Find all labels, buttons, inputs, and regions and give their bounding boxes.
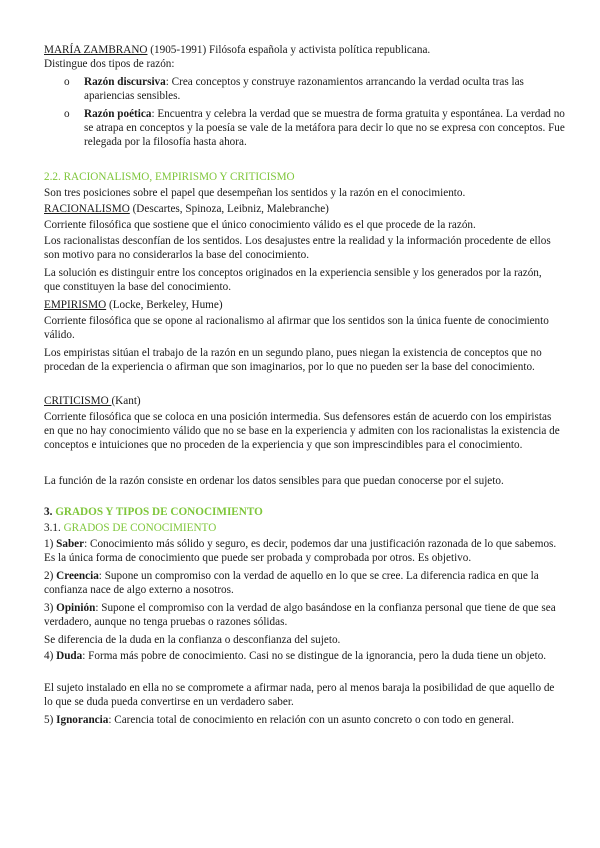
- section-3-1-heading: [44, 521, 556, 535]
- item-number: 2): [44, 570, 57, 582]
- section-3-1-number: 3.1.: [44, 522, 64, 534]
- bullet-circle-icon: o: [64, 108, 70, 120]
- criticismo-p1: Corriente filosófica que se coloca en una posición intermedia. Sus defensores están de acuerdo con los empiristas en que no hay conocimiento válido que no se base en la experiencia y admiten con los racionalistas la existencia de conceptos e intuiciones que no proceden de la experiencia y que son imprescindibles para el conocimiento.: [44, 411, 560, 452]
- racionalismo-p2: Los racionalistas desconfían de los sentidos. Los desajustes entre la realidad y la información procedente de ellos son motivo para no considerarlos la base del conocimiento.: [44, 235, 551, 262]
- item-text: : Supone el compromiso con la verdad de algo basándose en la confianza personal que tiene de que sea verdadero, aunque no tenga pruebas o razones sólidas.: [44, 602, 556, 629]
- section-3-title: GRADOS Y TIPOS DE CONOCIMIENTO: [55, 506, 263, 518]
- bullet-text: : Crea conceptos y construye razonamientos arrancando la verdad oculta tras las apariencias sensibles.: [84, 76, 524, 103]
- item-term: Duda: [56, 650, 83, 662]
- item-term: Saber: [56, 538, 85, 550]
- empirismo-p1: Corriente filosófica que se opone al racionalismo al afirmar que los sentidos son la única fuente de conocimiento válido.: [44, 315, 549, 342]
- empirismo-title: EMPIRISMO: [44, 299, 107, 311]
- grado-duda: [44, 649, 560, 663]
- criticismo-title-line: [44, 394, 556, 408]
- item-text: : Forma más pobre de conocimiento. Casi no se distingue de la ignorancia, pero la duda tiene un objeto.: [82, 650, 547, 662]
- grado-opinion: [44, 601, 560, 629]
- racionalismo-authors: (Descartes, Spinoza, Leibniz, Malebranche): [129, 203, 329, 215]
- zambrano-line: [44, 43, 556, 57]
- bullet-text: : Encuentra y celebra la verdad que se muestra de forma gratuita y espontánea. La verdad no se atrapa en conceptos y la poesía se vale de la metáfora para decir lo que no se expresa con conceptos. Fue relegada por la filosofía hasta ahora.: [84, 108, 565, 149]
- bullet-circle-icon: o: [64, 76, 70, 88]
- zambrano-desc: (1905-1991) Filósofa española y activista política republicana.: [147, 44, 431, 56]
- item-number: 1): [44, 538, 57, 550]
- zambrano-name: MARÍA ZAMBRANO: [44, 44, 148, 56]
- racionalismo-p1: Corriente filosófica que sostiene que el único conocimiento válido es el que procede de la razón.: [44, 219, 476, 231]
- item-term: Ignorancia: [56, 714, 109, 726]
- section-3-1-title: GRADOS DE CONOCIMIENTO: [63, 522, 217, 534]
- item-text: : Conocimiento más sólido y seguro, es decir, podemos dar una justificación razonada de lo que sabemos. Es la única forma de conocimiento que puede ser probada y comprobada por otros. Es objetivo.: [44, 538, 557, 565]
- racionalismo-title: RACIONALISMO: [44, 203, 130, 215]
- duda-extra: El sujeto instalado en ella no se compromete a afirmar nada, pero al menos baraja la posibilidad de que aquello de lo que se duda pueda convertirse en un verdadero saber.: [44, 682, 555, 709]
- item-number: 3): [44, 602, 57, 614]
- empirismo-authors: (Locke, Berkeley, Hume): [106, 299, 223, 311]
- item-text: : Carencia total de conocimiento en relación con un asunto concreto o con todo en general.: [108, 714, 515, 726]
- section-3-heading: [44, 505, 556, 519]
- bullet-term: Razón poética: [84, 108, 152, 120]
- section-2-2-heading: 2.2. RACIONALISMO, EMPIRISMO Y CRITICISMO: [44, 171, 295, 183]
- criticismo-p2: La función de la razón consiste en ordenar los datos sensibles para que puedan conocerse por el sujeto.: [44, 475, 504, 487]
- section-3-number: 3.: [44, 506, 56, 518]
- item-term: Opinión: [56, 602, 96, 614]
- empirismo-p2: Los empiristas sitúan el trabajo de la razón en un segundo plano, pues niegan la existencia de conceptos que no procedan de la experiencia o afirman que son imaginarios, por lo que no pueden ser la base del conocimiento.: [44, 347, 542, 374]
- grado-ignorancia: [44, 713, 560, 727]
- opinion-extra: Se diferencia de la duda en la confianza o desconfianza del sujeto.: [44, 634, 341, 646]
- bullet-term: Razón discursiva: [84, 76, 166, 88]
- racionalismo-title-line: [44, 202, 556, 216]
- empirismo-title-line: [44, 298, 556, 312]
- bullet-razon-discursiva: [64, 75, 576, 103]
- racionalismo-p3: La solución es distinguir entre los conceptos originados en la experiencia sensible y los generados por la razón, que constituyen la base del conocimiento.: [44, 267, 542, 294]
- item-text: : Supone un compromiso con la verdad de aquello en lo que se cree. La diferencia radica en que la confianza nace de algo externo a nosotros.: [44, 570, 539, 597]
- section-2-2-intro: Son tres posiciones sobre el papel que desempeñan los sentidos y la razón en el conocimiento.: [44, 187, 466, 199]
- zambrano-intro: Distingue dos tipos de razón:: [44, 58, 175, 70]
- grado-creencia: [44, 569, 560, 597]
- grado-saber: [44, 537, 560, 565]
- item-number: 4): [44, 650, 57, 662]
- criticismo-authors: (Kant): [111, 395, 141, 407]
- item-term: Creencia: [56, 570, 99, 582]
- criticismo-title: CRITICISMO: [44, 395, 112, 407]
- item-number: 5): [44, 714, 57, 726]
- bullet-razon-poetica: [64, 107, 576, 150]
